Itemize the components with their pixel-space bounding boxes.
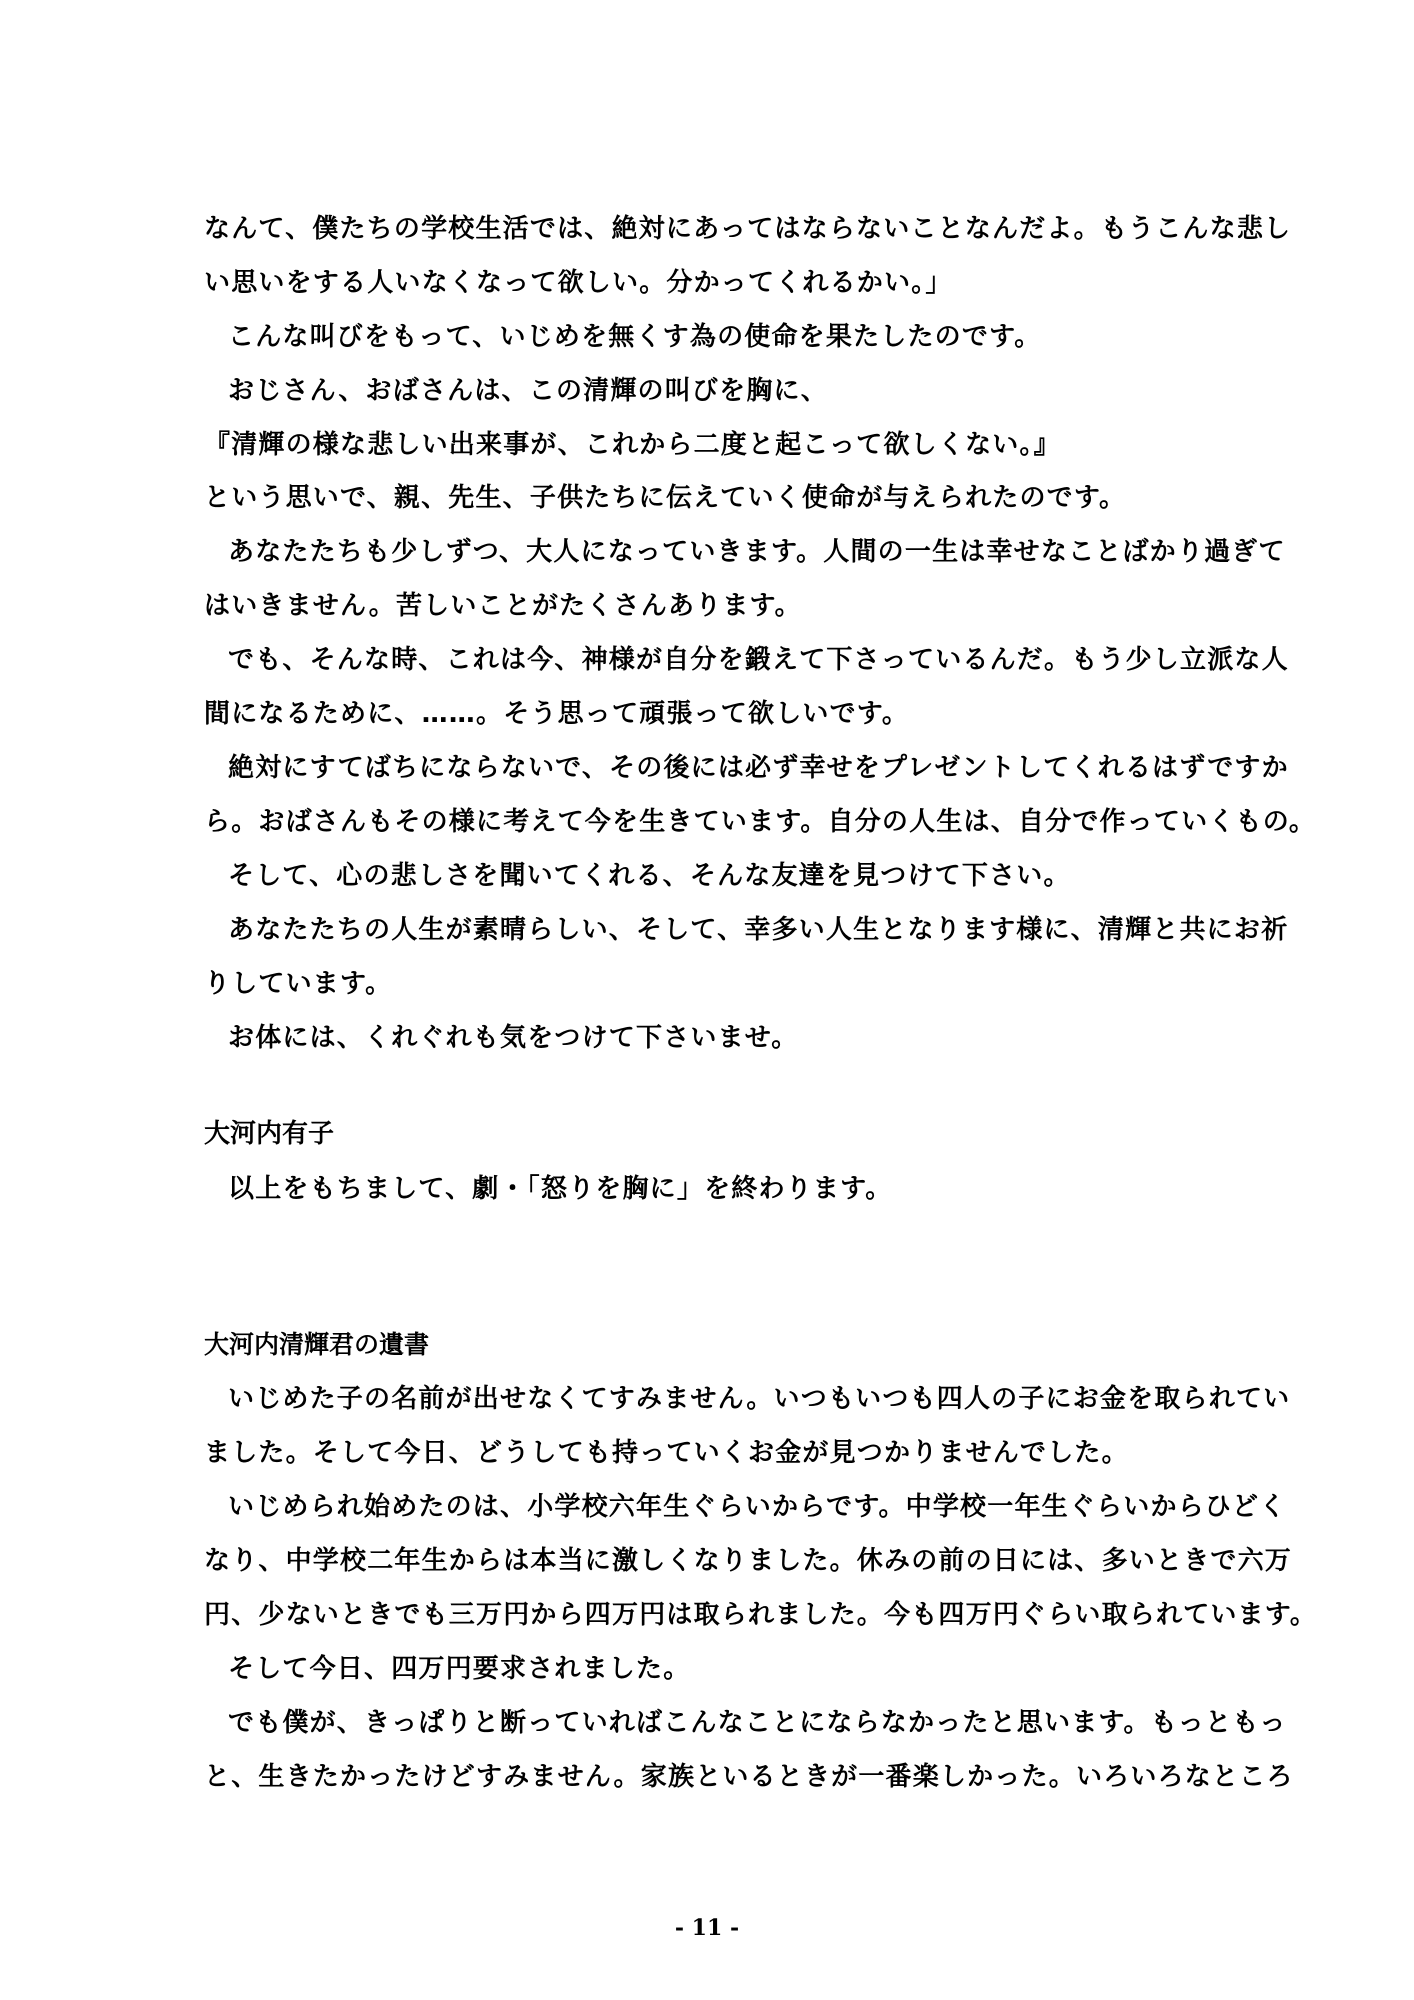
- page-number: - 11 -: [674, 1915, 740, 1941]
- text-line: はいきません。苦しいことがたくさんあります。: [204, 591, 802, 621]
- text-line: 『清輝の様な悲しい出来事が、これから二度と起こって欲しくない。』: [204, 430, 1061, 460]
- text-line: 絶対にすてばちにならないで、その後には必ず幸せをプレゼントしてくれるはずですか: [228, 753, 1289, 783]
- text-line: いじめられ始めたのは、小学校六年生ぐらいからです。中学校一年生ぐらいからひどく: [228, 1492, 1287, 1522]
- section-title: 大河内清輝君の遺書: [204, 1330, 430, 1359]
- text-line: お体には、くれぐれも気をつけて下さいませ。: [228, 1023, 799, 1053]
- text-line: あなたたちも少しずつ、大人になっていきます。人間の一生は幸せなことばかり過ぎて: [228, 537, 1286, 567]
- text-line: おじさん、おばさんは、この清輝の叫びを胸に、: [228, 376, 828, 406]
- text-line: なんて、僕たちの学校生活では、絶対にあってはならないことなんだよ。もうこんな悲し: [204, 214, 1292, 244]
- text-line: ら。おばさんもその様に考えて今を生きています。自分の人生は、自分で作っていくもの。: [204, 807, 1317, 837]
- text-line: そして今日、四万円要求されました。: [228, 1654, 691, 1684]
- text-line: と、生きたかったけどすみません。家族といるときが一番楽しかった。いろいろなところ: [204, 1762, 1294, 1792]
- text-line: あなたたちの人生が素晴らしい、そして、幸多い人生となります様に、清輝と共にお祈: [228, 915, 1289, 945]
- text-line: りしています。: [204, 969, 393, 999]
- text-line: いじめた子の名前が出せなくてすみません。いつもいつも四人の子にお金を取られてい: [228, 1384, 1291, 1414]
- text-line: 間になるために、……。そう思って頑張って欲しいです。: [204, 699, 910, 729]
- text-line: でも僕が、きっぱりと断っていればこんなことにならなかったと思います。もっともっ: [228, 1708, 1287, 1738]
- text-line: でも、そんな時、これは今、神様が自分を鍛えて下さっているんだ。もう少し立派な人: [228, 645, 1289, 675]
- text-line: こんな叫びをもって、いじめを無くす為の使命を果たしたのです。: [228, 322, 1042, 352]
- text-line: 円、少ないときでも三万円から四万円は取られました。今も四万円ぐらい取られています。: [204, 1600, 1318, 1630]
- text-line: 以上をもちまして、劇・「怒りを胸に」を終わります。: [228, 1174, 893, 1204]
- text-line: ました。そして今日、どうしても持っていくお金が見つかりませんでした。: [204, 1438, 1129, 1468]
- text-line: という思いで、親、先生、子供たちに伝えていく使命が与えられたのです。: [204, 483, 1127, 513]
- speaker-name: 大河内有子: [204, 1119, 335, 1149]
- text-line: い思いをする人いなくなって欲しい。分かってくれるかい。」: [204, 268, 953, 298]
- text-line: そして、心の悲しさを聞いてくれる、そんな友達を見つけて下さい。: [228, 861, 1071, 891]
- text-line: なり、中学校二年生からは本当に激しくなりました。休みの前の日には、多いときで六万: [204, 1546, 1293, 1576]
